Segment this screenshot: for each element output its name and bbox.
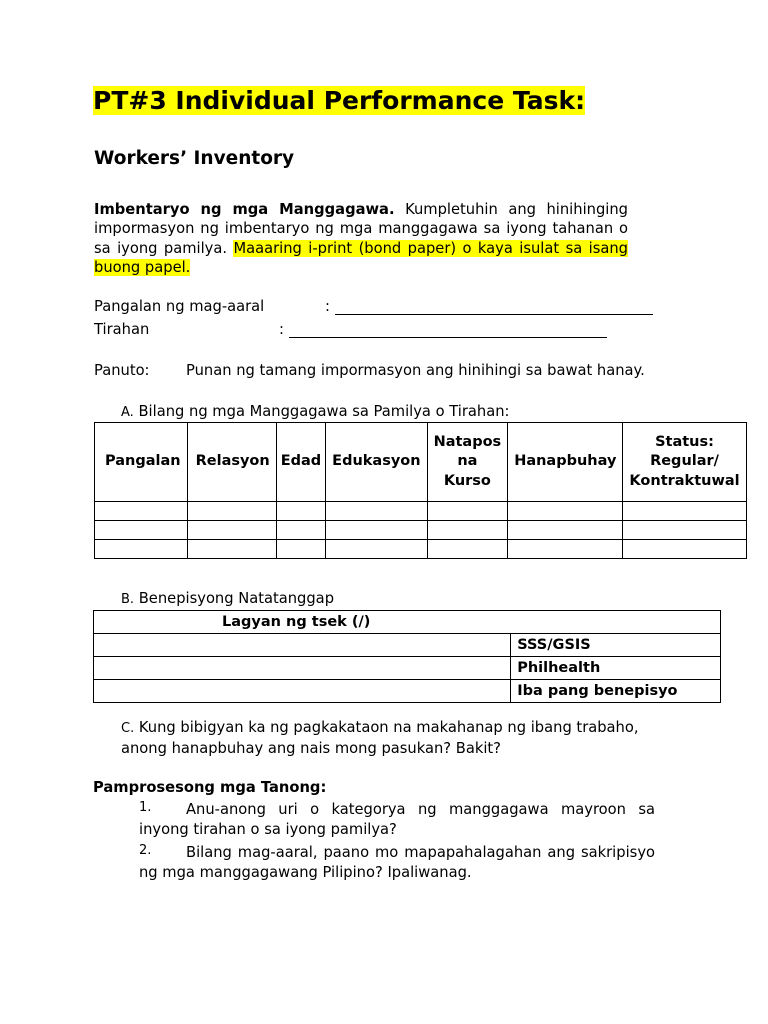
table-cell[interactable] [427, 540, 508, 559]
table-cell[interactable] [276, 540, 325, 559]
benefit-row [94, 680, 721, 703]
section-b-label: Benepisyong Natatanggap [138, 590, 335, 607]
benefit-row [94, 634, 721, 657]
benefits-header: Lagyan ng tsek (/) [94, 611, 721, 634]
benefit-check-cell[interactable] [94, 680, 511, 703]
processing-heading: Pamprosesong mga Tanong: [93, 779, 327, 796]
student-name-line[interactable] [335, 300, 653, 315]
table-cell[interactable] [427, 521, 508, 540]
table-cell[interactable] [623, 540, 746, 559]
table-cell[interactable] [187, 521, 276, 540]
page-subtitle: Workers’ Inventory [94, 148, 295, 169]
question-1-text: Anu-anong uri o kategorya ng manggagawa mayroon sa inyong tirahan o sa iyong pamilya? [139, 801, 655, 838]
instructions-text: Punan ng tamang impormasyon ang hinihingi sa bawat hanay. [186, 362, 645, 379]
section-c-text: Kung bibigyan ka ng pagkakataon na makahanap ng ibang trabaho, anong hanapbuhay ang nais mong pasukan? Bakit? [121, 719, 639, 757]
table-cell[interactable] [508, 540, 623, 559]
section-a-heading [121, 403, 509, 420]
table-cell[interactable] [276, 502, 325, 521]
table-cell[interactable] [187, 540, 276, 559]
benefit-other: Iba pang benepisyo [511, 680, 721, 703]
table-row [95, 502, 747, 521]
table-cell[interactable] [508, 521, 623, 540]
header-edad: Edad [276, 423, 325, 502]
intro-text: Kumpletuhin ang hinihinging impormasyon ng imbentaryo ng mga manggagawa sa iyong tahanan o sa iyong pamilya. [94, 201, 628, 257]
table-cell[interactable] [95, 521, 188, 540]
workers-table-header-row [95, 423, 747, 502]
table-cell[interactable] [623, 521, 746, 540]
section-c-letter: C. [121, 721, 135, 736]
table-cell[interactable] [326, 521, 427, 540]
header-natapos-na-kurso: Natapos na Kurso [427, 423, 508, 502]
benefit-check-cell[interactable] [94, 657, 511, 680]
table-row [95, 521, 747, 540]
intro-highlight: Maaaring i-print (bond paper) o kaya isulat sa isang buong papel. [94, 239, 628, 276]
workers-table [94, 422, 747, 559]
benefit-check-cell[interactable] [94, 634, 511, 657]
section-c-question [121, 718, 681, 758]
benefits-header-row [94, 611, 721, 634]
table-cell[interactable] [326, 502, 427, 521]
table-cell[interactable] [95, 540, 188, 559]
section-b-heading [121, 590, 334, 607]
instructions-label: Panuto: [94, 362, 150, 379]
page-title: PT#3 Individual Performance Task: [93, 86, 586, 115]
header-pangalan: Pangalan [95, 423, 188, 502]
benefit-row [94, 657, 721, 680]
table-cell[interactable] [276, 521, 325, 540]
header-status: Status: Regular/ Kontraktuwal [623, 423, 746, 502]
header-edukasyon: Edukasyon [326, 423, 427, 502]
section-b-letter: B. [121, 592, 135, 607]
table-cell[interactable] [623, 502, 746, 521]
address-colon: : [279, 321, 284, 338]
benefits-table [93, 610, 721, 703]
address-line[interactable] [289, 323, 607, 338]
intro-paragraph [94, 200, 628, 277]
benefit-sss-gsis: SSS/GSIS [511, 634, 721, 657]
student-name-colon: : [325, 298, 330, 315]
address-label: Tirahan [94, 321, 150, 338]
table-cell[interactable] [508, 502, 623, 521]
table-cell[interactable] [187, 502, 276, 521]
table-row [95, 540, 747, 559]
student-name-label: Pangalan ng mag-aaral [94, 298, 265, 315]
question-2-text: Bilang mag-aaral, paano mo mapapahalagahan ang sakripisyo ng mga manggagawang Pilipino? Ipaliwanag. [139, 844, 655, 881]
table-cell[interactable] [95, 502, 188, 521]
benefit-philhealth: Philhealth [511, 657, 721, 680]
header-hanapbuhay: Hanapbuhay [508, 423, 623, 502]
table-cell[interactable] [326, 540, 427, 559]
intro-bold: Imbentaryo ng mga Manggagawa. [94, 201, 395, 218]
question-1-number: 1. [139, 800, 152, 815]
section-a-label: Bilang ng mga Manggagawa sa Pamilya o Tirahan: [138, 403, 510, 420]
question-2-number: 2. [139, 843, 152, 858]
header-relasyon: Relasyon [187, 423, 276, 502]
table-cell[interactable] [427, 502, 508, 521]
section-a-letter: A. [121, 405, 134, 420]
